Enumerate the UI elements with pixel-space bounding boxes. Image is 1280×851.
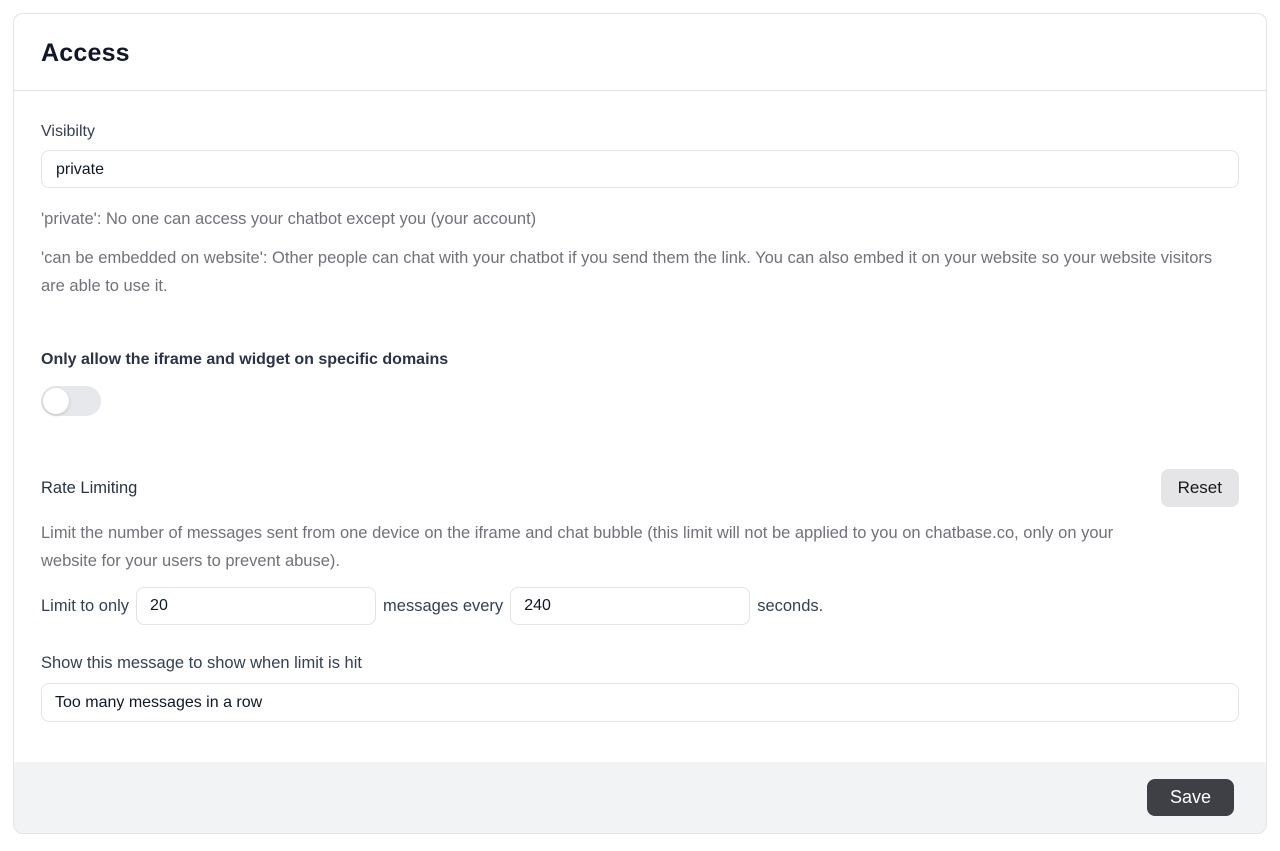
limit-suffix-text: seconds.	[757, 596, 824, 615]
toggle-knob	[43, 388, 69, 414]
visibility-help-embedded: 'can be embedded on website': Other people can chat with your chatbot if you send them the link. You can also embed it on your website so your website visitors are able to use it.	[41, 249, 1213, 295]
limit-message-section	[41, 654, 1239, 722]
visibility-label: Visibilty	[41, 123, 95, 140]
domains-section	[41, 351, 1239, 416]
rate-limiting-header	[41, 469, 1239, 507]
domains-toggle[interactable]	[41, 386, 101, 416]
limit-row	[41, 587, 1239, 625]
limit-message-label: Show this message to show when limit is hit	[41, 654, 362, 672]
page-title: Access	[41, 39, 130, 67]
messages-limit-input[interactable]	[136, 587, 376, 625]
limit-prefix-text: Limit to only	[41, 596, 130, 615]
visibility-select[interactable]	[41, 150, 1239, 188]
domains-label: Only allow the iframe and widget on specific domains	[41, 351, 449, 368]
limit-message-input[interactable]	[41, 683, 1239, 722]
limit-middle-text: messages every	[383, 596, 504, 615]
rate-limiting-title: Rate Limiting	[41, 478, 138, 497]
seconds-interval-input[interactable]	[510, 587, 750, 625]
visibility-section	[41, 123, 1239, 300]
card-footer	[14, 762, 1266, 833]
card-body	[14, 91, 1266, 762]
visibility-help-private: 'private': No one can access your chatbot except you (your account)	[41, 210, 537, 228]
rate-limiting-section	[41, 469, 1239, 722]
access-settings-card	[13, 13, 1267, 834]
rate-limiting-description: Limit the number of messages sent from one device on the iframe and chat bubble (this limit will not be applied to you on chatbase.co, only on your website for your users to prevent abuse).	[41, 524, 1114, 570]
save-button[interactable]: Save	[1147, 779, 1234, 816]
reset-button[interactable]: Reset	[1161, 469, 1239, 507]
card-header	[14, 14, 1266, 91]
